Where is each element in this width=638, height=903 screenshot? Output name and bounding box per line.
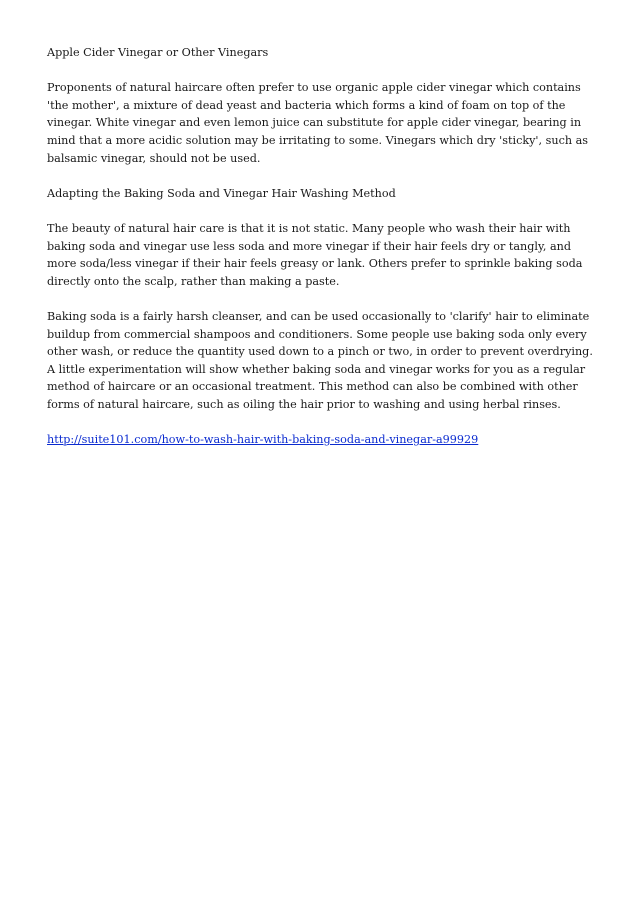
paragraph-natural-hair-care: The beauty of natural hair care is that it is not static. Many people who wash their hair with baking soda and vinegar use less soda and more vinegar if their hair feels dry or tangly, and more soda/less vinegar if their hair feels greasy or lank. Others prefer to sprinkle baking soda directly onto the scalp, rather than making a paste. <box>47 221 583 288</box>
paragraph-vinegars: Proponents of natural haircare often prefer to use organic apple cider vinegar which contains 'the mother', a mixture of dead yeast and bacteria which forms a kind of foam on top of the vinegar. White vinegar and even lemon juice can substitute for apple cider vinegar, bearing in mind that a more acidic solution may be irritating to some. Vinegars which dry 'sticky', such as balsamic vinegar, should not be used. <box>47 81 589 165</box>
document-page <box>47 44 599 466</box>
section-heading-vinegars: Apple Cider Vinegar or Other Vinegars <box>47 46 269 59</box>
section-heading-adapting-method: Adapting the Baking Soda and Vinegar Hair Washing Method <box>47 186 396 200</box>
source-link[interactable]: http://suite101.com/how-to-wash-hair-with-baking-soda-and-vinegar-a99929 <box>47 433 479 447</box>
source-link-paragraph <box>47 431 599 449</box>
paragraph-baking-soda: Baking soda is a fairly harsh cleanser, and can be used occasionally to 'clarify' hair to eliminate buildup from commercial shampoos and conditioners. Some people use baking soda only every other wash, or reduce the quantity used down to a pinch or two, in order to prevent overdrying. A little experimentation will show whether baking soda and vinegar works for you as a regular method of haircare or an occasional treatment. This method can also be combined with other forms of natural haircare, such as oiling the hair prior to washing and using herbal rinses. <box>47 309 593 411</box>
